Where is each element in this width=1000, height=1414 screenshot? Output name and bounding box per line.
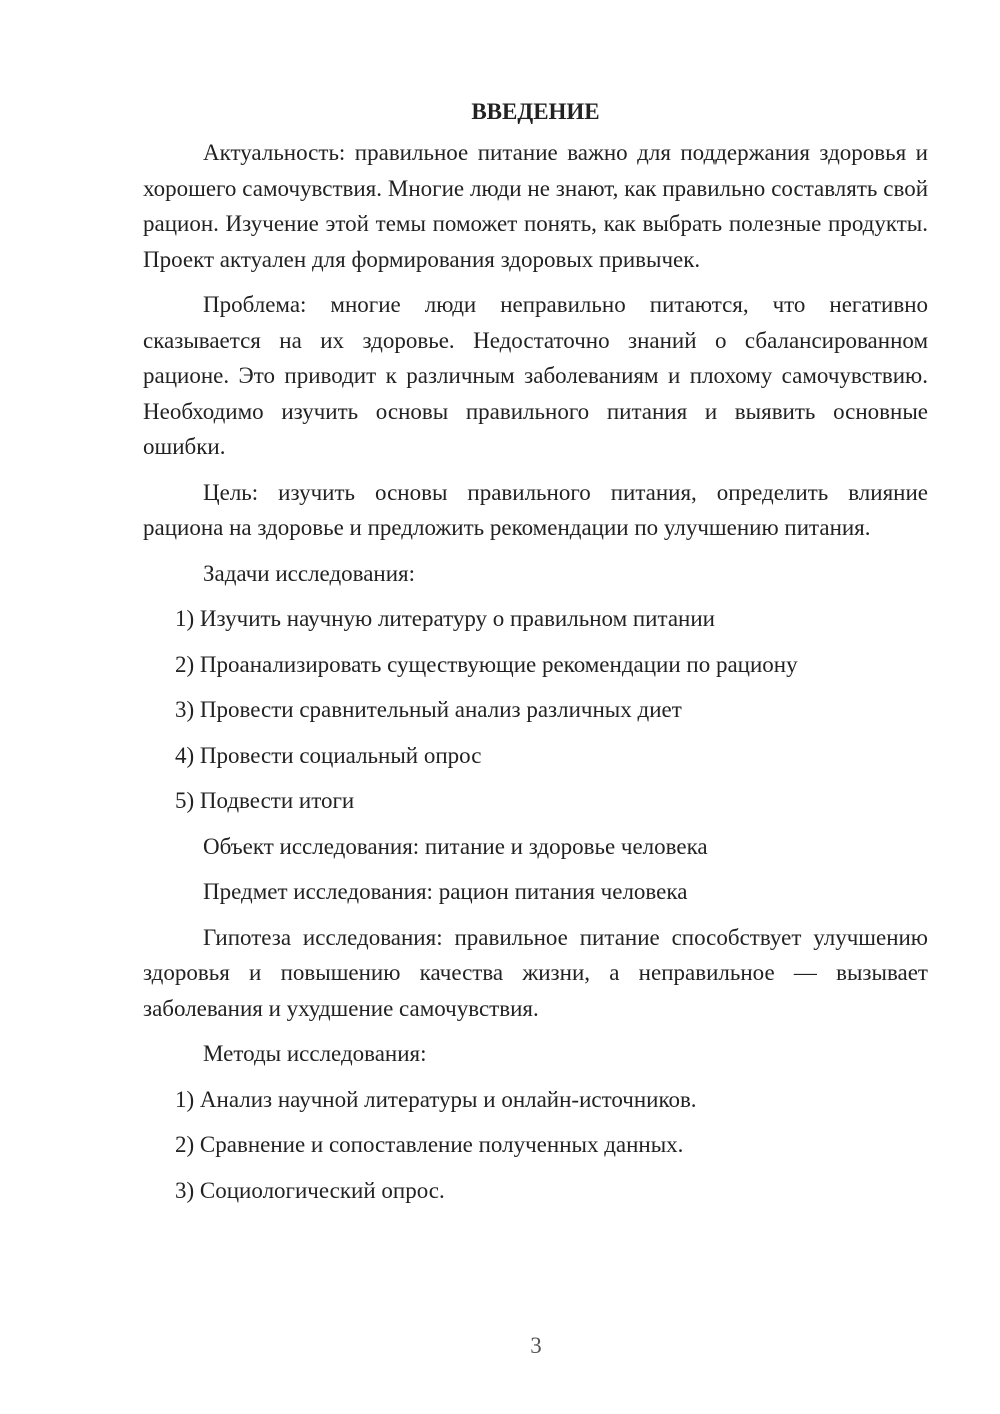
goal-paragraph: Цель: изучить основы правильного питания, определить влияние рациона на здоровье и предложить рекомендации по улучшению питания. (143, 479, 928, 540)
list-item: 4) Провести социальный опрос (175, 742, 482, 768)
list-item: 2) Проанализировать существующие рекомендации по рациону (175, 651, 798, 677)
list-item: 2) Сравнение и сопоставление полученных данных. (175, 1132, 684, 1157)
list-item: 1) Анализ научной литературы и онлайн-источников. (175, 1086, 697, 1112)
tasks-heading: Задачи исследования: (203, 560, 416, 586)
tasks-list (143, 601, 928, 819)
subject-paragraph: Предмет исследования: рацион питания человека (203, 879, 688, 904)
object-paragraph: Объект исследования: питание и здоровье человека (203, 833, 708, 859)
list-item: 5) Подвести итоги (175, 788, 355, 813)
list-item: 1) Изучить научную литературу о правильном питании (175, 606, 715, 631)
page-body (143, 94, 928, 1218)
methods-list (143, 1082, 928, 1209)
hypothesis-paragraph: Гипотеза исследования: правильное питание способствует улучшению здоровья и повышению качества жизни, а неправильное — вызывает заболевания и ухудшение самочувствия. (143, 924, 928, 1021)
page-number: 3 (530, 1333, 542, 1358)
page-title: ВВЕДЕНИЕ (471, 99, 600, 124)
list-item: 3) Социологический опрос. (175, 1177, 445, 1203)
relevance-paragraph: Актуальность: правильное питание важно для поддержания здоровья и хорошего самочувствия. Многие люди не знают, как правильно составлять свой рацион. Изучение этой темы поможет понять, как выбрать полезные продукты. Проект актуален для формирования здоровых привычек. (143, 140, 928, 272)
methods-heading: Методы исследования: (203, 1041, 427, 1066)
problem-paragraph: Проблема: многие люди неправильно питаются, что негативно сказывается на их здоровье. Недостаточно знаний о сбалансированном рационе. Это приводит к различным заболеваниям и плохому самочувствию. Необходимо изучить основы правильного питания и выявить основные ошибки. (143, 292, 928, 459)
list-item: 3) Провести сравнительный анализ различных диет (175, 697, 682, 722)
